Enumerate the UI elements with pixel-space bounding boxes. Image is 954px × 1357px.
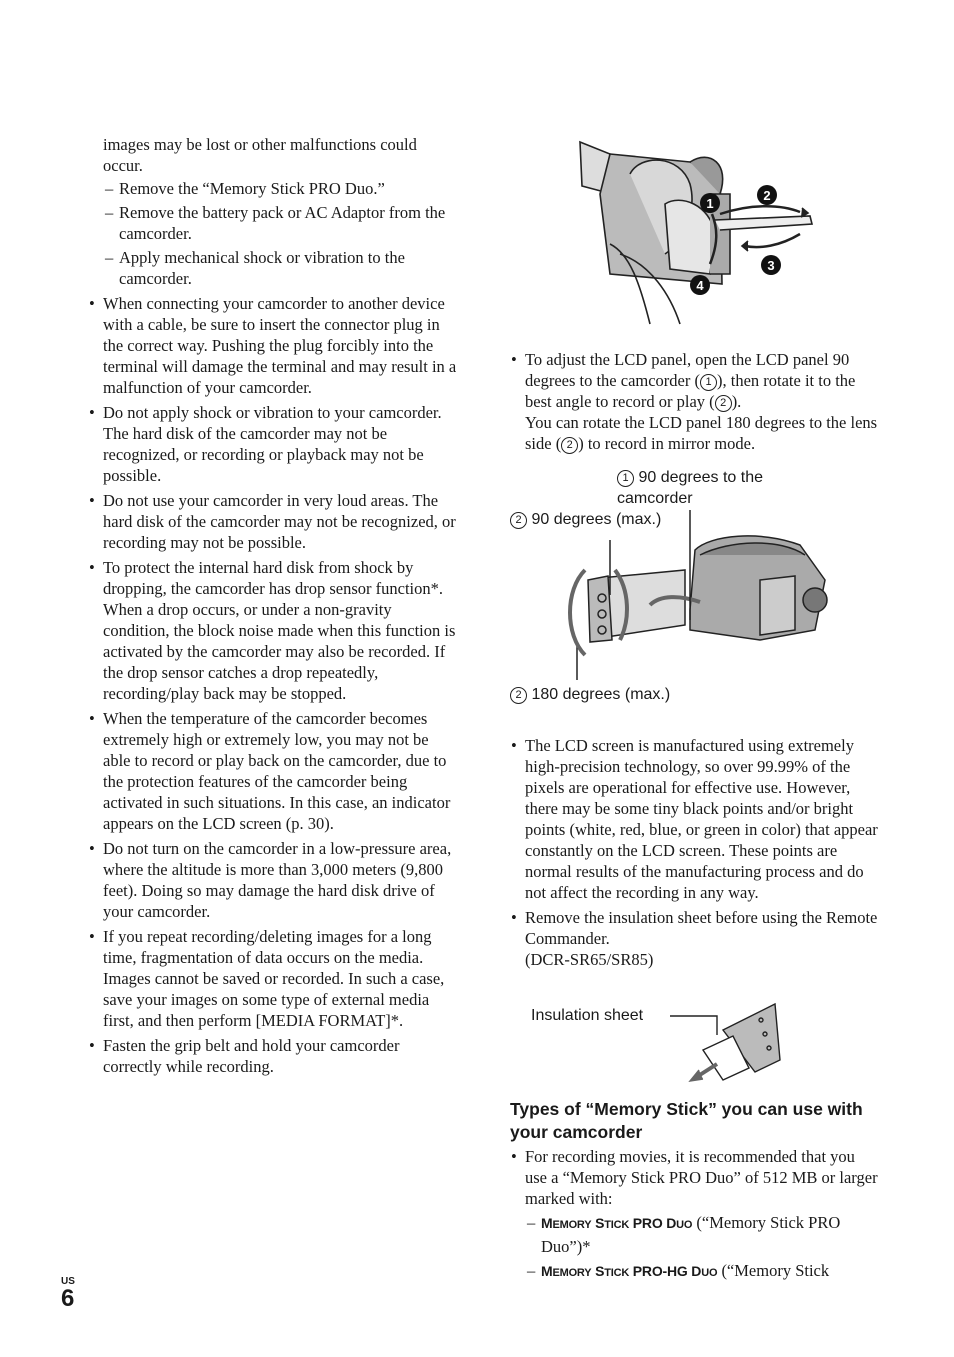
label-180-degrees-max: 2 180 degrees (max.) bbox=[510, 684, 670, 705]
ms-item: – MEMORY STICK PRO DUO (“Memory Stick PRO Duo”)* bbox=[510, 1212, 880, 1257]
dash-list bbox=[88, 178, 460, 289]
circled-number: 2 bbox=[561, 437, 578, 454]
svg-text:4: 4 bbox=[696, 278, 704, 293]
ms-bullet: • For recording movies, it is recommended that you use a “Memory Stick PRO Duo” of 512 MB or larger marked with: bbox=[510, 1146, 880, 1209]
memory-stick-pro-hg-duo-logo: MEMORY STICK PRO-HG DUO bbox=[541, 1263, 718, 1279]
label-90-degrees-max: 2 90 degrees (max.) bbox=[510, 509, 661, 530]
insulation-sheet-figure bbox=[665, 1000, 785, 1085]
memory-stick-pro-duo-logo: MEMORY STICK PRO DUO bbox=[541, 1215, 693, 1231]
dash-item: – Apply mechanical shock or vibration to the camcorder. bbox=[88, 247, 460, 289]
lcd-adjust-bullet: • To adjust the LCD panel, open the LCD panel 90 degrees to the camcorder ( 1 ), then rotate it to the best angle to record or play ( 2 ). You can rotate the LCD panel 180 degrees to the lens side ( 2 ) to record in mirror mode. bbox=[510, 349, 880, 454]
lcd-rotation-figure bbox=[560, 510, 840, 690]
label-90-degrees-camcorder: 1 90 degrees to the camcorder bbox=[617, 469, 763, 507]
dash-item: – Remove the battery pack or AC Adaptor from the camcorder. bbox=[88, 202, 460, 244]
dash-item: – Remove the “Memory Stick PRO Duo.” bbox=[88, 178, 460, 199]
bullet-item: • To protect the internal hard disk from shock by dropping, the camcorder has drop sensor function*. When a drop occurs, or under a non-gravity condition, the block noise made when this function is activated by the camcorder may also be recorded. If the drop sensor catches a drop repeatedly, recording/play back may be stopped. bbox=[88, 557, 460, 704]
circled-number: 2 bbox=[715, 395, 732, 412]
callout-4 bbox=[690, 275, 710, 295]
callout-3 bbox=[761, 255, 781, 275]
callout-2 bbox=[757, 185, 777, 205]
circled-number: 1 bbox=[700, 374, 717, 391]
svg-text:3: 3 bbox=[767, 258, 775, 273]
section-heading: Types of “Memory Stick” you can use with your camcorder bbox=[510, 1099, 863, 1142]
grip-belt-figure bbox=[570, 134, 820, 334]
ms-item: – MEMORY STICK PRO-HG DUO (“Memory Stick bbox=[510, 1260, 880, 1284]
memory-stick-section bbox=[510, 1098, 880, 1287]
right-column-top bbox=[510, 345, 880, 454]
page-number bbox=[61, 1276, 75, 1311]
callout-1 bbox=[700, 193, 720, 213]
bullet-item: • Do not apply shock or vibration to your camcorder. The hard disk of the camcorder may not be recognized, or recording or playback may not be possible. bbox=[88, 402, 460, 486]
bullet-item: • When the temperature of the camcorder becomes extremely high or extremely low, you may not be able to record or play back on the camcorder, due to the protection features of the camcorder being activated in such situations. In this case, an indicator appears on the LCD screen (p. 30). bbox=[88, 708, 460, 834]
region-code: US bbox=[61, 1276, 75, 1287]
bullet-item: • When connecting your camcorder to another device with a cable, be sure to insert the connector plug in the correct way. Pushing the plug forcibly into the terminal will damage the terminal and may result in a malfunction of your camcorder. bbox=[88, 293, 460, 398]
page-num: 6 bbox=[61, 1285, 75, 1312]
bullet-item: • Fasten the grip belt and hold your camcorder correctly while recording. bbox=[88, 1035, 460, 1077]
bullet-item: • Do not use your camcorder in very loud areas. The hard disk of the camcorder may not be recognized, or recording may not be possible. bbox=[88, 490, 460, 553]
bullet-item: • If you repeat recording/deleting images for a long time, fragmentation of data occurs on the media. Images cannot be saved or recorded. In such a case, save your images on some type of external media first, and then perform [MEDIA FORMAT]*. bbox=[88, 926, 460, 1031]
right-column-mid bbox=[510, 731, 880, 970]
lcd-screen-bullet: • The LCD screen is manufactured using extremely high-precision technology, so over 99.99% of the pixels are operational for effective use. However, there may be some tiny black points and/or bright points (white, red, blue, or green in color) that appear constantly on the LCD screen. These points are normal results of the manufacturing process and do not affect the recording in any way. bbox=[510, 735, 880, 903]
bullet-item: • Do not turn on the camcorder in a low-pressure area, where the altitude is more than 3,000 meters (9,800 feet). Doing so may damage the hard disk drive of your camcorder. bbox=[88, 838, 460, 922]
left-column bbox=[88, 134, 460, 1077]
svg-text:1: 1 bbox=[706, 196, 714, 211]
intro-text: images may be lost or other malfunctions could occur. bbox=[103, 135, 417, 175]
svg-text:2: 2 bbox=[763, 188, 771, 203]
label-insulation-sheet: Insulation sheet bbox=[531, 1007, 644, 1024]
remote-bullet: • Remove the insulation sheet before using the Remote Commander. (DCR-SR65/SR85) bbox=[510, 907, 880, 970]
